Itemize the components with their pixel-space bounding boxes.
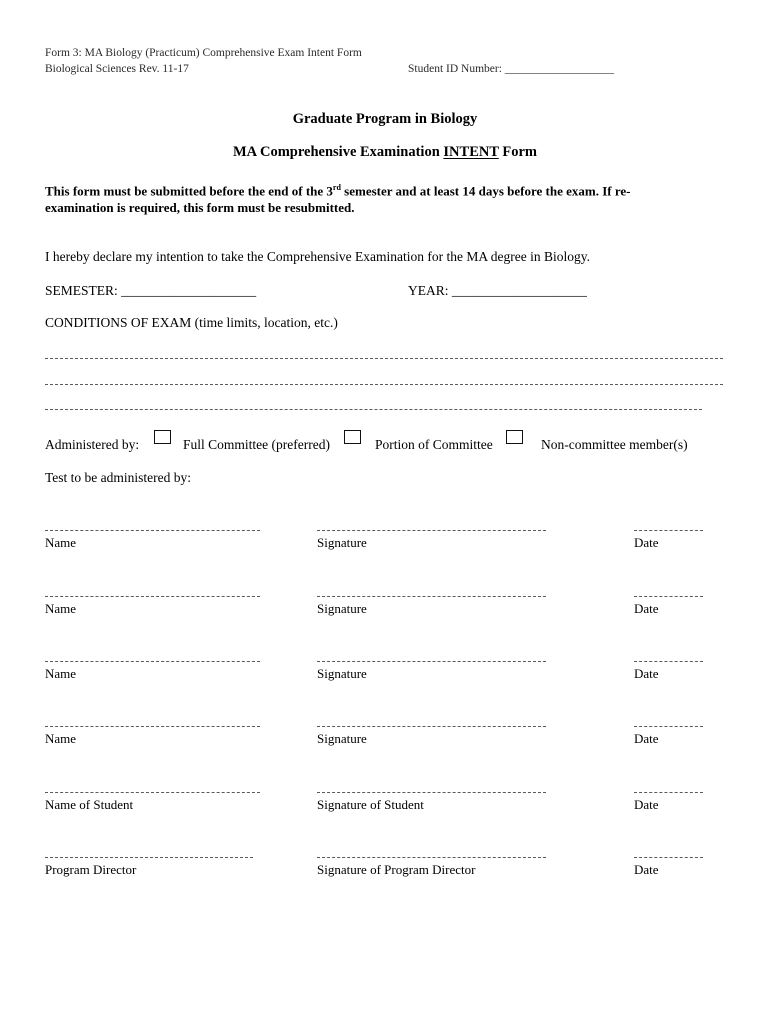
non-committee-option-label: Non-committee member(s) (541, 437, 688, 452)
signature-caption-2: Signature (317, 601, 367, 616)
student-signature-line[interactable] (317, 792, 546, 793)
year-field[interactable] (408, 284, 587, 298)
signature-caption-1: Signature (317, 535, 367, 550)
date-line-4[interactable] (634, 726, 703, 727)
form-title: Form 3: MA Biology (Practicum) Comprehensive Exam Intent Form (45, 47, 362, 59)
student-name-caption: Name of Student (45, 797, 134, 812)
form-heading-prefix: MA Comprehensive Examination (233, 144, 440, 160)
student-name-line[interactable] (45, 792, 260, 793)
form-heading-suffix: Form (502, 144, 537, 160)
student-date-line[interactable] (634, 792, 703, 793)
signature-caption-4: Signature (317, 731, 367, 746)
department-revision: Biological Sciences Rev. 11-17 (45, 63, 189, 75)
semester-blank[interactable]: ____________________ (121, 283, 257, 298)
date-caption-4: Date (634, 731, 659, 746)
full-committee-checkbox[interactable] (154, 430, 171, 444)
form-heading (0, 145, 770, 160)
signature-caption-3: Signature (317, 666, 367, 681)
director-date-line[interactable] (634, 857, 703, 858)
student-id-blank[interactable]: ___________________ (504, 63, 615, 75)
signature-line-2[interactable] (317, 596, 546, 597)
year-label: YEAR: (408, 283, 449, 298)
date-caption-3: Date (634, 666, 659, 681)
date-line-1[interactable] (634, 530, 703, 531)
portion-committee-option-label: Portion of Committee (375, 437, 493, 452)
director-name-caption: Program Director (45, 862, 137, 877)
signature-line-1[interactable] (317, 530, 546, 531)
conditions-label: CONDITIONS OF EXAM (time limits, location, etc.) (45, 315, 338, 330)
declaration-text: I hereby declare my intention to take the Comprehensive Examination for the MA degree in Biology. (45, 249, 590, 264)
date-caption-2: Date (634, 601, 659, 616)
director-name-line[interactable] (45, 857, 253, 858)
portion-committee-checkbox[interactable] (344, 430, 361, 444)
student-id-field[interactable] (408, 64, 614, 76)
name-caption-1: Name (45, 535, 77, 550)
name-line-1[interactable] (45, 530, 260, 531)
ordinal-suffix: rd (332, 183, 341, 192)
conditions-line-3[interactable] (45, 409, 702, 410)
name-caption-3: Name (45, 666, 77, 681)
director-date-caption: Date (634, 862, 659, 877)
program-title: Graduate Program in Biology (292, 111, 478, 127)
submission-notice-line2: examination is required, this form must be resubmitted. (45, 200, 355, 215)
submission-notice-line1: This form must be submitted before the end of the 3rd semester and at least 14 days before the exam. If re- (45, 183, 631, 199)
name-line-3[interactable] (45, 661, 260, 662)
date-line-3[interactable] (634, 661, 703, 662)
signature-line-4[interactable] (317, 726, 546, 727)
semester-field[interactable] (45, 284, 256, 298)
signature-line-3[interactable] (317, 661, 546, 662)
test-administered-by-label: Test to be administered by: (45, 470, 192, 485)
student-date-caption: Date (634, 797, 659, 812)
date-line-2[interactable] (634, 596, 703, 597)
year-blank[interactable]: ____________________ (451, 283, 587, 298)
date-caption-1: Date (634, 535, 659, 550)
conditions-line-2[interactable] (45, 384, 723, 385)
name-line-4[interactable] (45, 726, 260, 727)
name-caption-2: Name (45, 601, 77, 616)
form-heading-emphasis: INTENT (443, 144, 499, 160)
director-signature-line[interactable] (317, 857, 546, 858)
administered-by-label: Administered by: (45, 437, 140, 452)
name-line-2[interactable] (45, 596, 260, 597)
semester-label: SEMESTER: (45, 283, 118, 298)
student-signature-caption: Signature of Student (317, 797, 424, 812)
non-committee-checkbox[interactable] (506, 430, 523, 444)
conditions-line-1[interactable] (45, 358, 723, 359)
director-signature-caption: Signature of Program Director (317, 862, 476, 877)
full-committee-option-label: Full Committee (preferred) (183, 437, 330, 452)
name-caption-4: Name (45, 731, 77, 746)
student-id-label: Student ID Number: (408, 63, 502, 75)
